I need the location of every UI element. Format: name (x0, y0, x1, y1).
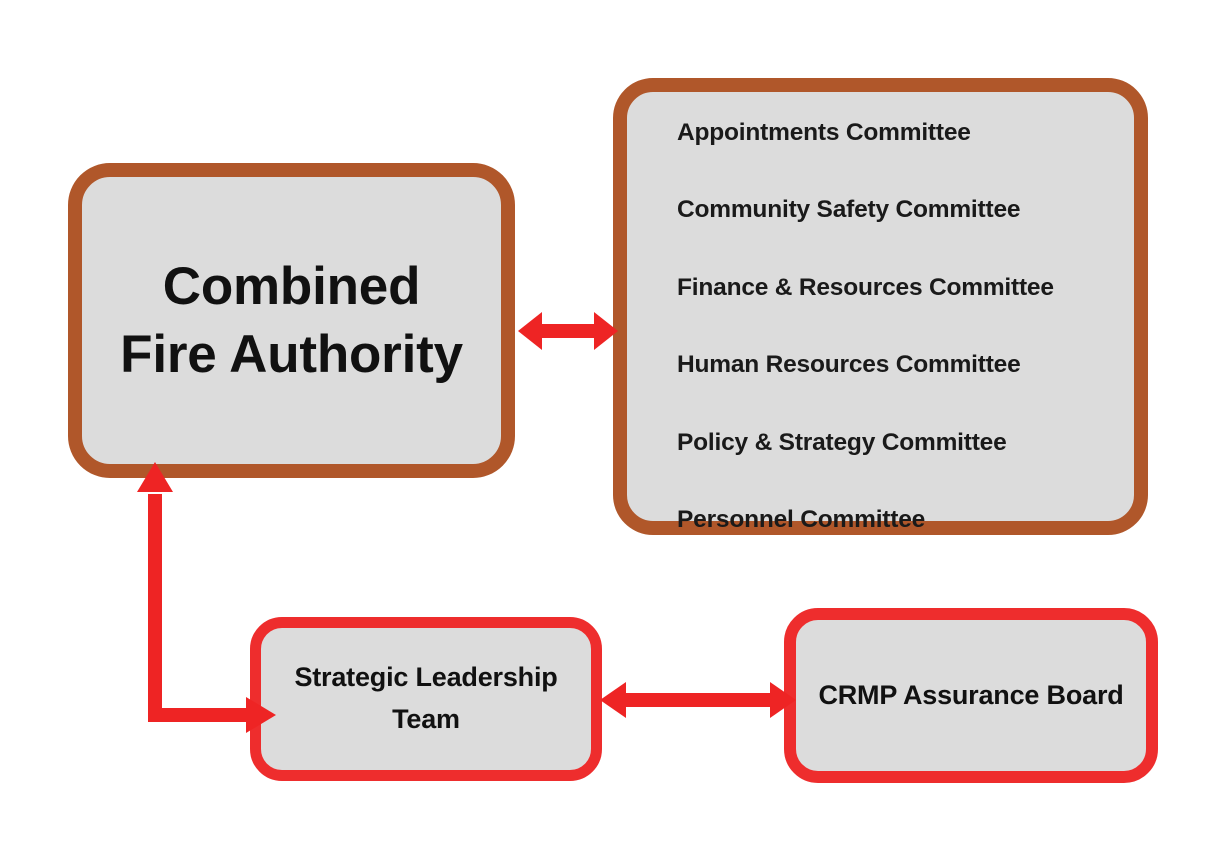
arrow-slt-to-cfa (126, 462, 276, 742)
node-strategic-leadership-team-label: Strategic Leadership Team (294, 662, 558, 734)
node-crmp-assurance-board-label: CRMP Assurance Board (818, 679, 1124, 710)
list-item[interactable]: Personnel Committee (677, 505, 926, 533)
list-item[interactable]: Community Safety Committee (677, 196, 1021, 224)
list-item[interactable]: Policy & Strategy Committee (677, 428, 1007, 456)
arrow-cfa-to-committees (518, 300, 618, 362)
list-item[interactable]: Appointments Committee (677, 119, 971, 146)
node-committees[interactable] (613, 78, 1148, 535)
node-crmp-assurance-board[interactable] (784, 608, 1158, 783)
arrow-slt-to-crmp (600, 672, 796, 728)
node-combined-fire-authority[interactable] (68, 163, 515, 478)
node-strategic-leadership-team[interactable] (250, 617, 602, 781)
list-item[interactable]: Human Resources Committee (677, 351, 1021, 379)
committee-list (677, 118, 1134, 534)
list-item[interactable]: Finance & Resources Committee (677, 273, 1054, 301)
node-combined-fire-authority-label: Combined Fire Authority (120, 256, 463, 384)
